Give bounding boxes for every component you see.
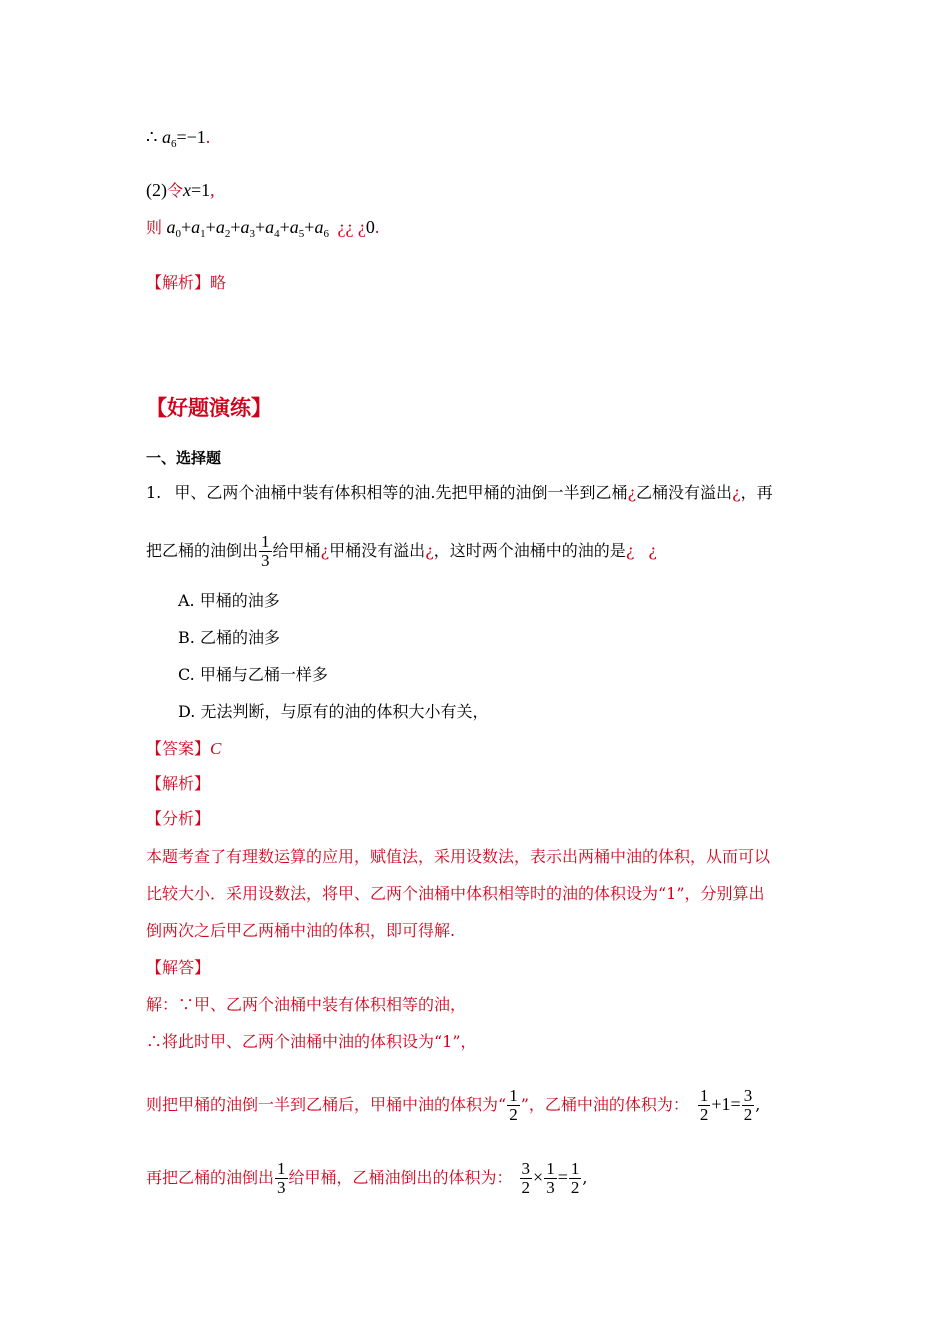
option-label: B. bbox=[178, 628, 195, 647]
sub-6: 6 bbox=[323, 228, 329, 240]
term-a5: a bbox=[289, 217, 299, 237]
term-a0: a bbox=[166, 217, 176, 237]
sub-4: 4 bbox=[274, 228, 280, 240]
jiexi-label: 【解析】 bbox=[146, 774, 211, 793]
term-a3: a bbox=[240, 217, 250, 237]
therefore-line bbox=[146, 126, 210, 148]
option-text: 无法判断，与原有的油的体积大小有关， bbox=[200, 702, 489, 721]
sub-3: 3 bbox=[249, 228, 255, 240]
sum-line: 则 $a_0+a_1+a_2+a_3+a_4+a_5+a_6$ ¿¿ ¿0. bbox=[146, 217, 380, 240]
period: . bbox=[374, 217, 380, 237]
answer-value: C bbox=[210, 739, 222, 758]
garbled-char: ¿ bbox=[320, 541, 330, 560]
solution-text: 则把甲桶的油倒一半到乙桶后，甲桶中油的体积为“ bbox=[146, 1095, 507, 1114]
sub-2: 2 bbox=[224, 228, 231, 240]
prefix: 则 bbox=[146, 220, 163, 237]
garbled-char: ¿ bbox=[732, 483, 741, 502]
option-b bbox=[178, 627, 280, 649]
numerator: 3 bbox=[743, 1086, 753, 1105]
garbled-char: ¿ bbox=[627, 483, 637, 502]
term-a1: a bbox=[191, 217, 201, 237]
sum-value: 0 bbox=[365, 217, 375, 237]
sub-5: 5 bbox=[298, 228, 305, 240]
fraction-three-halves bbox=[520, 1160, 533, 1197]
question-text: 甲桶没有溢出 bbox=[329, 541, 426, 560]
analysis-line-2: 比较大小．采用设数法，将甲、乙两个油桶中体积相等时的油的体积设为“1”，分别算出 bbox=[146, 884, 765, 903]
analysis-line-1: 本题考查了有理数运算的应用，赋值法，采用设数法，表示出两桶中油的体积，从而可以 bbox=[146, 847, 771, 866]
fraction-one-third bbox=[259, 533, 272, 570]
equation-rest: =1 bbox=[191, 180, 211, 200]
denominator: 2 bbox=[570, 1178, 580, 1197]
question-text: ，再 bbox=[740, 483, 773, 502]
question-number: 1. bbox=[146, 483, 162, 502]
denominator: 2 bbox=[743, 1105, 753, 1124]
option-c bbox=[178, 664, 328, 686]
option-label: C. bbox=[178, 665, 195, 684]
question-line-2 bbox=[146, 533, 657, 570]
numerator: 1 bbox=[509, 1086, 518, 1105]
subscript: 6 bbox=[170, 138, 177, 150]
times-sign: × bbox=[533, 1167, 544, 1187]
denominator: 3 bbox=[261, 551, 270, 570]
fraction-one-third bbox=[275, 1160, 288, 1197]
fraction-three-halves bbox=[742, 1087, 755, 1124]
numerator: 1 bbox=[699, 1086, 709, 1105]
fenxi-label: 【分析】 bbox=[146, 809, 211, 828]
answer-line bbox=[146, 738, 221, 760]
question-text: 甲、乙两个油桶中装有体积相等的油.先把甲桶的油倒一半到乙桶 bbox=[174, 483, 628, 502]
therefore-symbol: ∴ bbox=[146, 127, 158, 147]
numerator: 3 bbox=[521, 1159, 531, 1178]
option-text: 甲桶与乙桶一样多 bbox=[199, 665, 328, 684]
step-text: 令 bbox=[167, 183, 184, 200]
comma: , bbox=[755, 1095, 761, 1114]
solution-line-3 bbox=[146, 1087, 760, 1124]
numerator: 1 bbox=[546, 1159, 555, 1178]
question-text: 给甲桶 bbox=[272, 541, 321, 560]
numerator: 1 bbox=[570, 1159, 580, 1178]
equals-sign: = bbox=[557, 1167, 568, 1187]
garbled-char: ¿ bbox=[425, 541, 434, 560]
solution-text: 给甲桶，乙桶油倒出的体积为： bbox=[288, 1168, 513, 1187]
comma: , bbox=[210, 180, 215, 200]
option-text: 乙桶的油多 bbox=[199, 628, 280, 647]
step-label: (2) bbox=[146, 180, 167, 200]
analysis-line-3: 倒两次之后甲乙两桶中油的体积，即可得解. bbox=[146, 921, 456, 940]
denominator: 2 bbox=[521, 1178, 531, 1197]
step2-line bbox=[146, 179, 215, 203]
solution-text: ”，乙桶中油的体积为： bbox=[520, 1095, 689, 1114]
question-text: 把乙桶的油倒出 bbox=[146, 541, 259, 560]
option-label: D. bbox=[178, 702, 196, 721]
fraction-half bbox=[698, 1087, 711, 1124]
denominator: 3 bbox=[277, 1178, 286, 1197]
plus-one-equals: +1= bbox=[711, 1094, 741, 1114]
option-text: 甲桶的油多 bbox=[199, 591, 280, 610]
var-x: x bbox=[183, 180, 192, 200]
sub-1: 1 bbox=[200, 228, 206, 240]
fraction-half bbox=[569, 1160, 582, 1197]
period: . bbox=[205, 127, 211, 147]
term-a4: a bbox=[265, 217, 275, 237]
term-a2: a bbox=[215, 217, 225, 237]
garbled-char: ¿ bbox=[648, 541, 657, 560]
denominator: 2 bbox=[699, 1105, 709, 1124]
numerator: 1 bbox=[261, 532, 270, 551]
numerator: 1 bbox=[277, 1159, 286, 1178]
denominator: 3 bbox=[546, 1178, 555, 1197]
equation-rest: =−1 bbox=[176, 127, 206, 147]
term-a6: a bbox=[314, 217, 324, 237]
option-a bbox=[178, 590, 280, 612]
subsection-heading: 一、选择题 bbox=[146, 449, 222, 467]
answer-label: 【答案】 bbox=[146, 739, 211, 758]
garbled-char: ¿ bbox=[625, 541, 635, 560]
question-text: ，这时两个油桶中的油的是 bbox=[433, 541, 626, 560]
sub-0: 0 bbox=[175, 228, 182, 240]
solution-line-2: ∴将此时甲、乙两个油桶中油的体积设为“1”， bbox=[146, 1032, 477, 1051]
denominator: 2 bbox=[509, 1105, 518, 1124]
section-title: 【好题演练】 bbox=[146, 396, 272, 420]
jieda-label: 【解答】 bbox=[146, 958, 211, 977]
question-text: 乙桶没有溢出 bbox=[636, 483, 733, 502]
fraction-half bbox=[507, 1087, 520, 1124]
garbled-chars: ¿¿ ¿ bbox=[337, 217, 366, 237]
comma: , bbox=[582, 1168, 588, 1187]
fraction-one-third bbox=[544, 1160, 557, 1197]
var-a: a bbox=[161, 127, 171, 147]
option-label: A. bbox=[178, 591, 195, 610]
solution-line-4 bbox=[146, 1160, 587, 1197]
analysis-brief: 【解析】略 bbox=[146, 273, 227, 292]
option-d bbox=[178, 701, 488, 723]
solution-text: 再把乙桶的油倒出 bbox=[146, 1168, 275, 1187]
question-line-1 bbox=[146, 482, 773, 504]
solution-line-1: 解：∵甲、乙两个油桶中装有体积相等的油， bbox=[146, 995, 467, 1014]
